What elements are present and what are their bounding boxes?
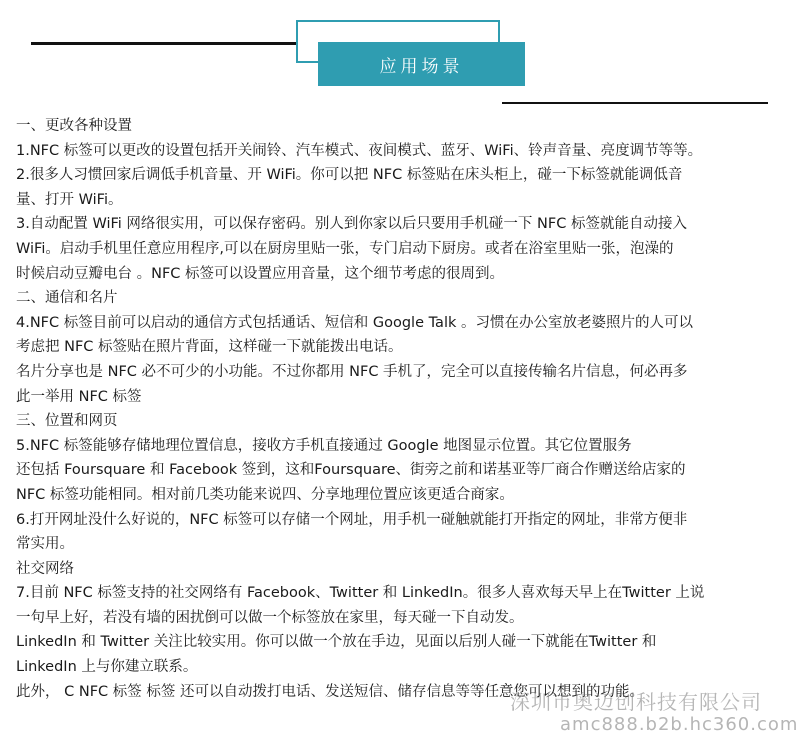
header-rule-right [502, 102, 768, 104]
text-line: 此一举用 NFC 标签 [16, 388, 142, 405]
text-line: 1.NFC 标签可以更改的设置包括开关闹铃、汽车模式、夜间模式、蓝牙、WiFi、铃声音量、亮度调节等等。 [16, 142, 703, 159]
text-line: 常实用。 [16, 536, 74, 553]
text-line: 时候启动豆瓣电台 。NFC 标签可以设置应用音量，这个细节考虑的很周到。 [16, 265, 505, 282]
header-rule-left [31, 42, 298, 45]
text-line: 一句早上好，若没有墙的困扰倒可以做一个标签放在家里，每天碰一下自动发。 [16, 609, 524, 626]
body-text [16, 114, 792, 704]
text-line: 2.很多人习惯回家后调低手机音量、开 WiFi。你可以把 NFC 标签贴在床头柜上，碰一下标签就能调低音 [16, 167, 683, 184]
text-line: 7.目前 NFC 标签支持的社交网络有 Facebook、Twitter 和 LinkedIn。很多人喜欢每天早上在Twitter 上说 [16, 585, 705, 602]
text-line: 考虑把 NFC 标签贴在照片背面，这样碰一下就能拨出电话。 [16, 339, 403, 356]
watermark-company: 深圳市奥迈创科技有限公司 [510, 690, 762, 714]
text-line: 5.NFC 标签能够存储地理位置信息，接收方手机直接通过 Google 地图显示位置。其它位置服务 [16, 437, 632, 454]
watermark-url: amc888.b2b.hc360.com [560, 714, 799, 735]
section-heading: 二、通信和名片 [16, 290, 118, 307]
section-heading: 三、位置和网页 [16, 413, 118, 430]
text-line: 量、打开 WiFi。 [16, 191, 123, 208]
text-line: NFC 标签功能相同。相对前几类功能来说四、分享地理位置应该更适合商家。 [16, 486, 514, 503]
section-title: 应用场景 [318, 42, 525, 86]
text-line: 名片分享也是 NFC 必不可少的小功能。不过你都用 NFC 手机了，完全可以直接传输名片信息，何必再多 [16, 363, 688, 380]
text-line: LinkedIn 和 Twitter 关注比较实用。你可以做一个放在手边，见面以后别人碰一下就能在Twitter 和 [16, 634, 657, 651]
text-line: 6.打开网址没什么好说的，NFC 标签可以存储一个网址，用手机一碰触就能打开指定的网址，非常方便非 [16, 511, 688, 528]
section-heading: 社交网络 [16, 560, 74, 577]
text-line: 还包括 Foursquare 和 Facebook 签到，这和Foursquare、街旁之前和诺基亚等厂商合作赠送给店家的 [16, 462, 686, 479]
text-line: 此外， C NFC 标签 标签 还可以自动拨打电话、发送短信、储存信息等等任意您可以想到的功能。 [16, 683, 644, 700]
text-line: 4.NFC 标签目前可以启动的通信方式包括通话、短信和 Google Talk 。习惯在办公室放老婆照片的人可以 [16, 314, 693, 331]
text-line: WiFi。启动手机里任意应用程序,可以在厨房里贴一张，专门启动下厨房。或者在浴室里贴一张，泡澡的 [16, 240, 674, 257]
text-line: LinkedIn 上与你建立联系。 [16, 659, 198, 676]
section-heading: 一、更改各种设置 [16, 118, 132, 134]
text-line: 3.自动配置 WiFi 网络很实用，可以保存密码。别人到你家以后只要用手机碰一下 NFC 标签就能自动接入 [16, 216, 687, 233]
